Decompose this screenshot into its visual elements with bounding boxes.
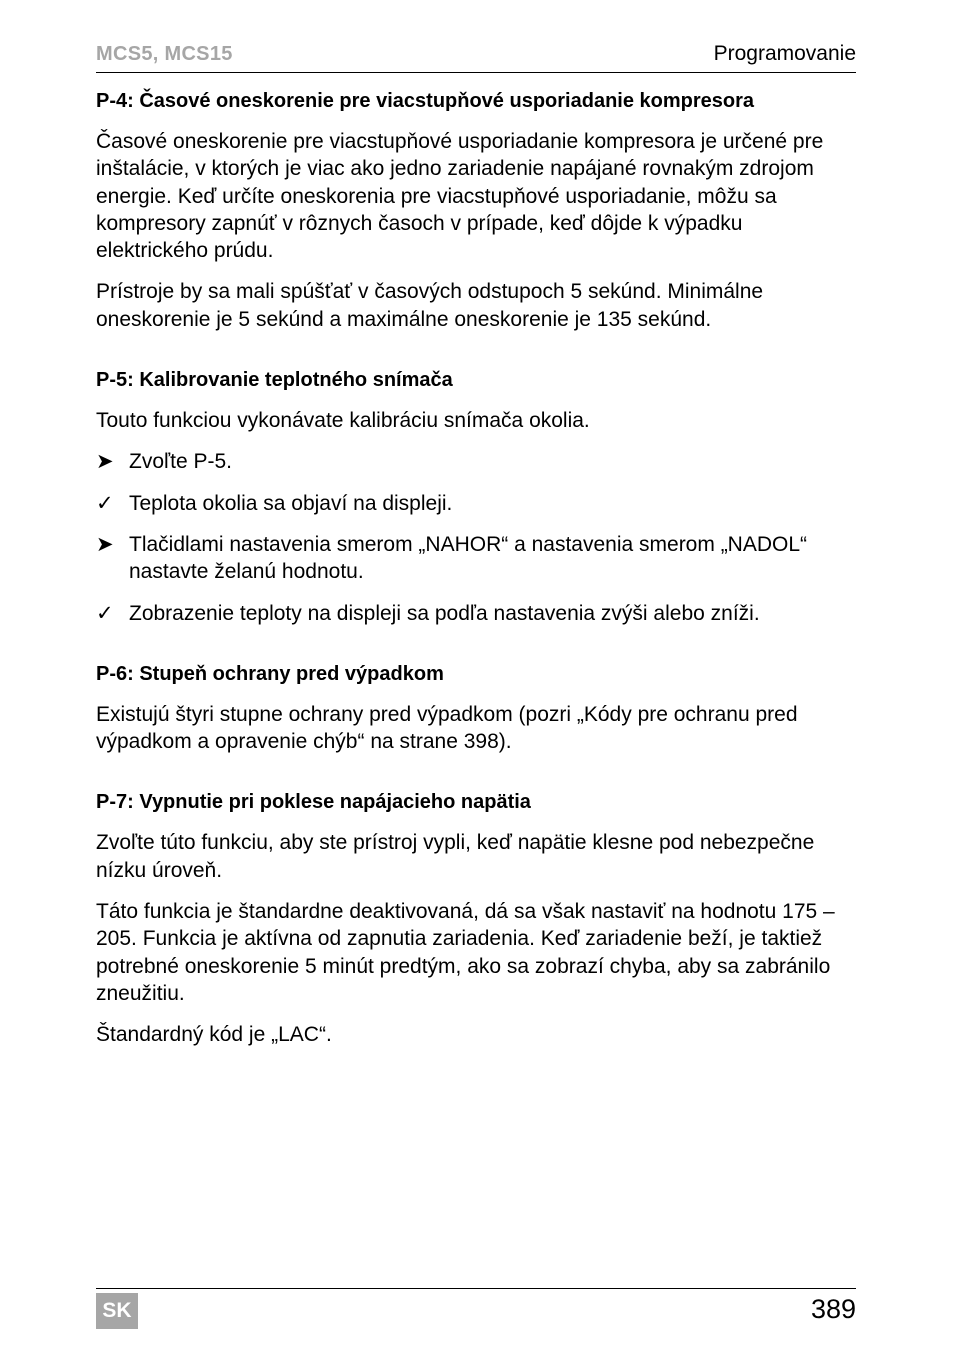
check-icon: ✓: [96, 491, 114, 515]
arrow-icon: ➤: [96, 532, 114, 556]
list-item: [96, 490, 858, 517]
page-header: [96, 40, 856, 73]
section-title-p6: P-6: Stupeň ochrany pred výpadkom: [96, 662, 444, 685]
page-footer: [96, 1288, 856, 1329]
list-item-text: Zobrazenie teploty na displeji sa podľa nastavenia zvýši alebo zníži.: [129, 601, 760, 625]
header-model: MCS5, MCS15: [96, 43, 233, 65]
section-title-p5: P-5: Kalibrovanie teplotného snímača: [96, 369, 453, 392]
list-item-text: Tlačidlami nastavenia smerom „NAHOR“ a nastavenia smerom „NADOL“ nastavte želanú hodnotu.: [129, 532, 808, 584]
paragraph: Prístroje by sa mali spúšťať v časových odstupoch 5 sekúnd. Minimálne oneskorenie je 5 sekúnd a maximálne oneskorenie je 135 sekúnd.: [96, 280, 764, 331]
language-badge: SK: [96, 1293, 138, 1329]
arrow-icon: ➤: [96, 450, 114, 474]
list-item-text: Teplota okolia sa objaví na displeji.: [129, 491, 453, 515]
paragraph: Touto funkciou vykonávate kalibráciu snímača okolia.: [96, 409, 590, 433]
page-number: 389: [810, 1294, 856, 1324]
paragraph: Štandardný kód je „LAC“.: [96, 1023, 332, 1047]
paragraph: Časové oneskorenie pre viacstupňové usporiadanie kompresora je určené pre inštalácie, v ktorých je viac ako jedno zariadenie napájané rovnakým zdrojom energie. Keď určíte oneskorenia pre viacstupňové usporiadanie, môžu sa kompresory zapnúť v rôznych časoch v prípade, keď dôjde k výpadku elektrického prúdu.: [96, 130, 824, 263]
list-item: [96, 600, 858, 627]
list-item-text: Zvoľte P-5.: [129, 450, 232, 474]
section-title-p7: P-7: Vypnutie pri poklese napájacieho napätia: [96, 791, 531, 814]
paragraph: Zvoľte túto funkciu, aby ste prístroj vypli, keď napätie klesne pod nebezpečne nízku úroveň.: [96, 831, 815, 882]
list-item: [96, 448, 858, 475]
paragraph: Existujú štyri stupne ochrany pred výpadkom (pozri „Kódy pre ochranu pred výpadkom a opravenie chýb“ na strane 398).: [96, 702, 798, 754]
section-title-p4: P-4: Časové oneskorenie pre viacstupňové usporiadanie kompresora: [96, 90, 755, 112]
page-content: [96, 88, 858, 1049]
header-chapter: Programovanie: [713, 42, 856, 65]
paragraph: Táto funkcia je štandardne deaktivovaná, dá sa však nastaviť na hodnotu 175 – 205. Funkcia je aktívna od zapnutia zariadenia. Keď zariadenie beží, je taktiež potrebné oneskorenie 5 minút predtým, ako sa zobrazí chyba, aby sa zabránilo zneužitiu.: [96, 900, 835, 1005]
list-item: [96, 531, 858, 586]
check-icon: ✓: [96, 601, 114, 625]
